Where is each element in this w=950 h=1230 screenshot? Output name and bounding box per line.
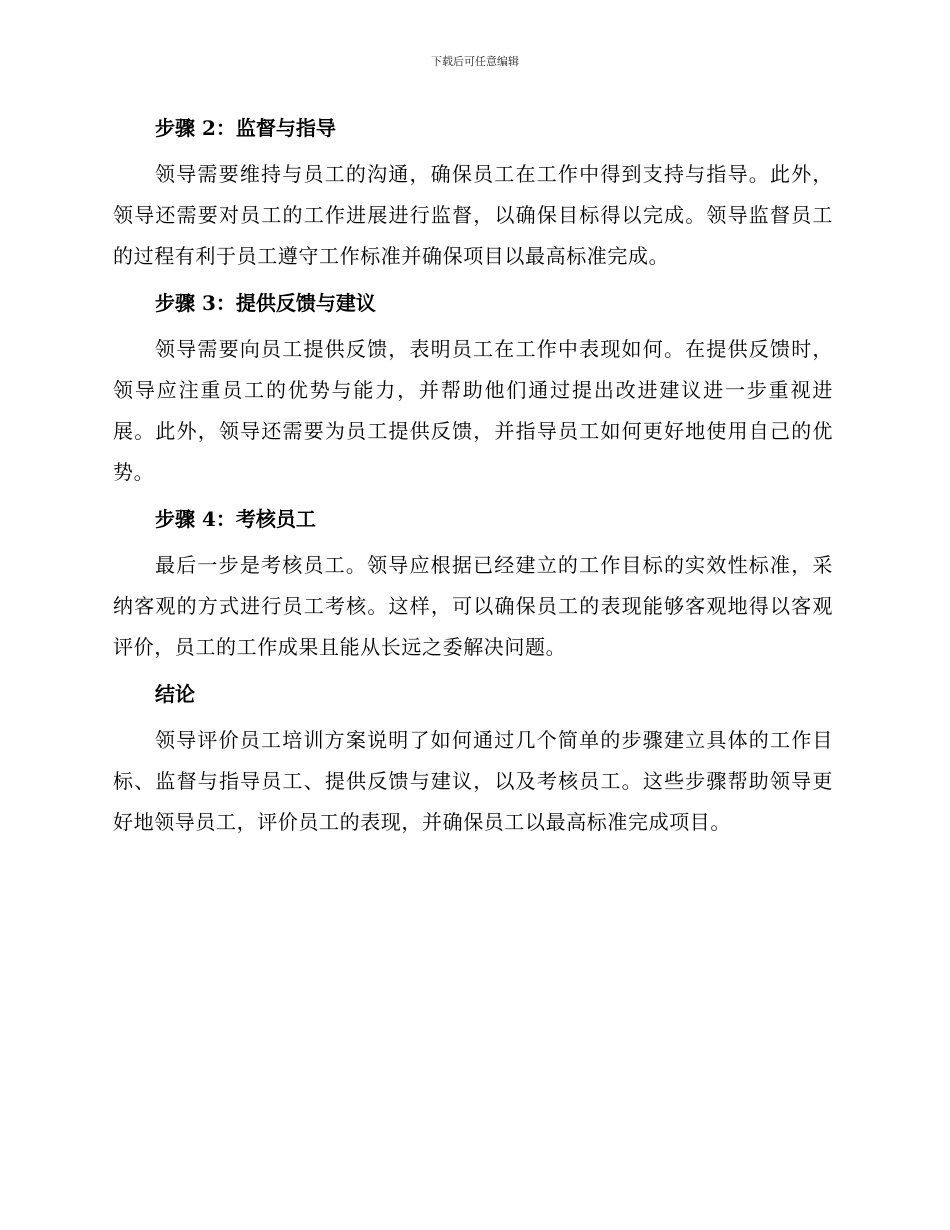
- section-heading-step-4: 步骤 4：考核员工: [155, 507, 316, 531]
- section-paragraph-step-2: 领导需要维持与员工的沟通，确保员工在工作中得到支持与指导。此外，领导还需要对员工的工作进展进行监督，以确保目标得以完成。领导监督员工的过程有利于员工遵守工作标准并确保项目以最高标准完成。: [113, 162, 833, 268]
- document-body: [113, 108, 833, 849]
- section-heading-conclusion: 结论: [155, 682, 195, 706]
- section-heading-step-2: 步骤 2：监督与指导: [155, 116, 336, 140]
- header-note: 下载后可任意编辑: [431, 55, 519, 68]
- section-paragraph-step-3: 领导需要向员工提供反馈，表明员工在工作中表现如何。在提供反馈时，领导应注重员工的优势与能力，并帮助他们通过提出改进建议进一步重视进展。此外，领导还需要为员工提供反馈，并指导员工如何更好地使用自己的优势。: [113, 337, 833, 484]
- section-paragraph-step-4: 最后一步是考核员工。领导应根据已经建立的工作目标的实效性标准，采纳客观的方式进行员工考核。这样，可以确保员工的表现能够客观地得以客观评价，员工的工作成果且能从长远之委解决问题。: [113, 553, 833, 659]
- section-heading-step-3: 步骤 3：提供反馈与建议: [155, 291, 376, 315]
- section-paragraph-conclusion: 领导评价员工培训方案说明了如何通过几个简单的步骤建立具体的工作目标、监督与指导员工、提供反馈与建议，以及考核员工。这些步骤帮助领导更好地领导员工，评价员工的表现，并确保员工以最高标准完成项目。: [113, 728, 833, 834]
